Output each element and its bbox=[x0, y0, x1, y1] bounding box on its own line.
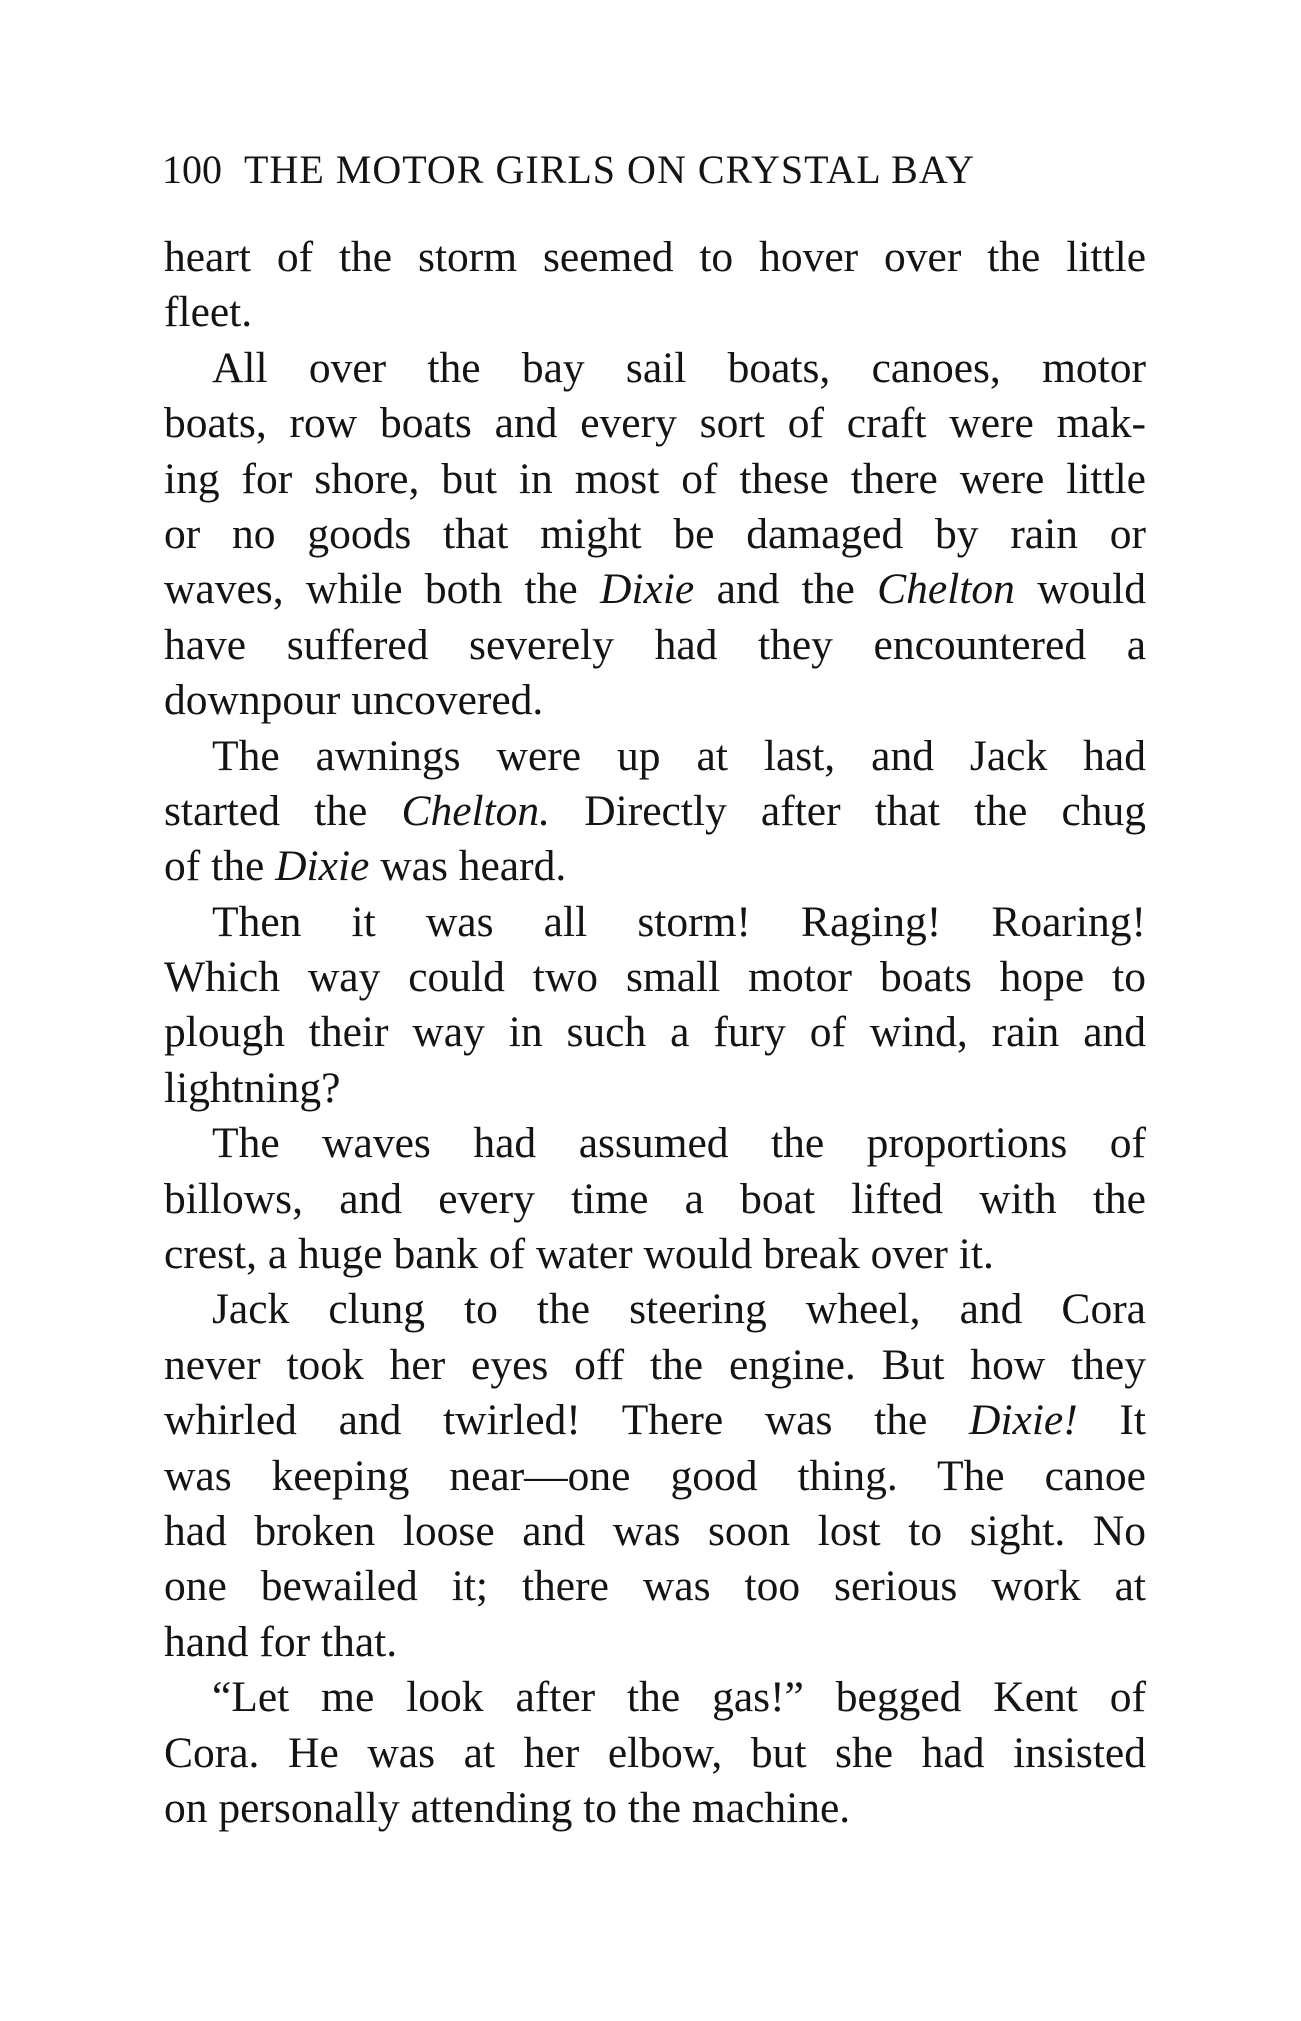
boat-name-italic: Dixie bbox=[600, 565, 695, 614]
text-run: waves, while both the bbox=[164, 565, 601, 614]
boat-name-italic: Dixie! bbox=[969, 1396, 1078, 1445]
text-line bbox=[164, 1393, 1146, 1448]
text-line: plough their way in such a fury of wind, rain and bbox=[164, 1008, 1146, 1057]
text-line: had broken loose and was soon lost to sight. No bbox=[164, 1506, 1146, 1555]
text-run: It bbox=[1077, 1396, 1146, 1445]
text-line: Then it was all storm! Raging! Roaring! bbox=[212, 897, 1146, 946]
text-line: Cora. He was at her elbow, but she had insisted bbox=[164, 1728, 1146, 1777]
text-line: on personally attending to the machine. bbox=[164, 1783, 851, 1832]
text-line: fleet. bbox=[164, 288, 253, 337]
boat-name-italic: Dixie bbox=[275, 842, 370, 891]
text-line: ing for shore, but in most of these there were little bbox=[164, 454, 1146, 503]
text-line: “Let me look after the gas!” begged Kent of bbox=[212, 1673, 1146, 1722]
text-run: was heard. bbox=[369, 842, 567, 891]
text-run: started the bbox=[164, 786, 402, 835]
text-run: Directly after that the chug bbox=[550, 786, 1147, 835]
text-line: lightning? bbox=[164, 1063, 341, 1112]
text-line: Jack clung to the steering wheel, and Cora bbox=[212, 1285, 1146, 1334]
text-line: billows, and every time a boat lifted with the bbox=[164, 1174, 1146, 1223]
text-line: The waves had assumed the proportions of bbox=[212, 1119, 1146, 1168]
text-line: hand for that. bbox=[164, 1617, 398, 1666]
text-line bbox=[164, 562, 1146, 617]
text-line: Which way could two small motor boats hope to bbox=[164, 953, 1146, 1002]
text-line: crest, a huge bank of water would break over it. bbox=[164, 1230, 994, 1279]
text-line: was keeping near—one good thing. The canoe bbox=[164, 1451, 1146, 1500]
text-line: downpour uncovered. bbox=[164, 676, 544, 725]
boat-name-italic: Chelton bbox=[877, 565, 1015, 614]
text-line bbox=[164, 784, 1146, 839]
text-line: The awnings were up at last, and Jack had bbox=[212, 731, 1146, 780]
text-line: heart of the storm seemed to hover over the little bbox=[164, 233, 1146, 281]
boat-name-italic: Chelton. bbox=[401, 786, 551, 835]
book-title: THE MOTOR GIRLS ON CRYSTAL BAY bbox=[244, 147, 975, 192]
text-run: of the bbox=[164, 842, 276, 891]
text-line: or no goods that might be damaged by rain or bbox=[164, 509, 1146, 558]
text-run: would bbox=[1014, 565, 1146, 614]
text-line: All over the bay sail boats, canoes, motor bbox=[212, 343, 1146, 392]
text-line: one bewailed it; there was too serious work at bbox=[164, 1562, 1146, 1611]
text-line: boats, row boats and every sort of craft were mak- bbox=[164, 399, 1146, 448]
body-text bbox=[164, 230, 1146, 1836]
page-number: 100 bbox=[162, 147, 222, 192]
text-line bbox=[164, 839, 1146, 894]
running-head bbox=[162, 146, 1122, 194]
text-line: never took her eyes off the engine. But how they bbox=[164, 1340, 1146, 1389]
text-run: and the bbox=[694, 565, 878, 614]
text-run: whirled and twirled! There was the bbox=[164, 1396, 970, 1445]
text-line: have suffered severely had they encountered a bbox=[164, 620, 1146, 669]
